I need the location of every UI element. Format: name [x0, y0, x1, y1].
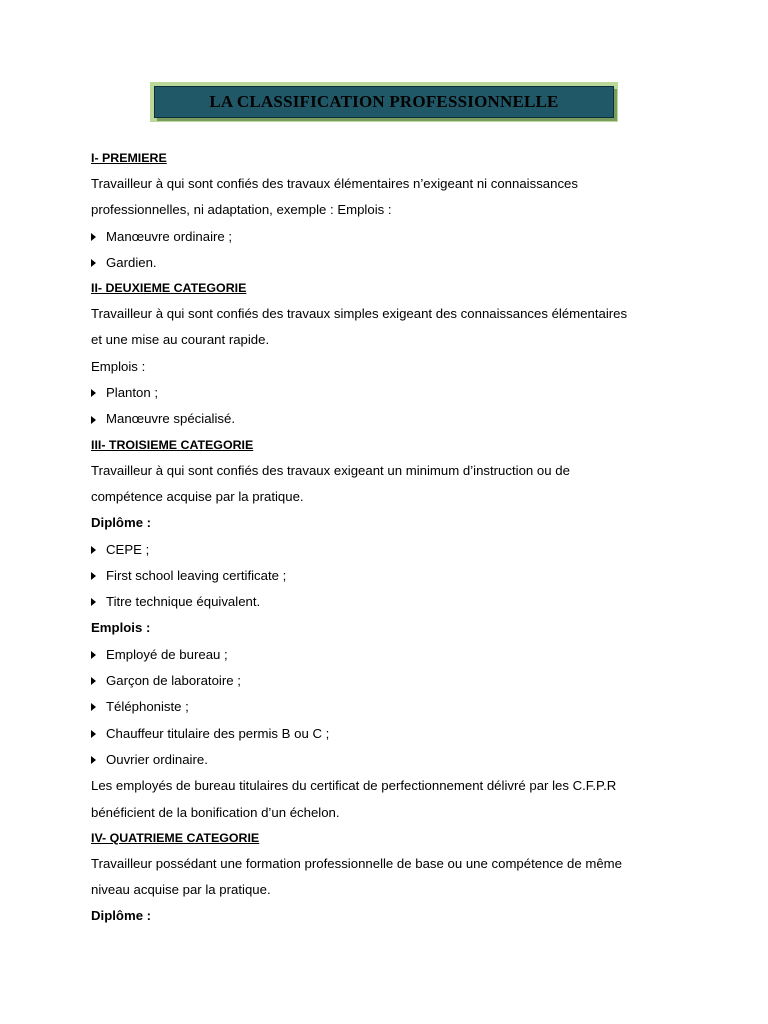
- paragraph-line: compétence acquise par la pratique.: [91, 488, 304, 504]
- list-item: [91, 224, 691, 250]
- list-item-text: Planton ;: [106, 385, 159, 401]
- document-body: [91, 146, 691, 930]
- bullet-arrow-icon: [91, 546, 96, 554]
- paragraph-line: niveau acquise par la pratique.: [91, 882, 271, 898]
- section-heading: III- TROISIEME CATEGORIE: [91, 437, 254, 452]
- list-item-text: Chauffeur titulaire des permis B ou C ;: [106, 725, 330, 741]
- list-item-text: Titre technique équivalent.: [106, 594, 261, 610]
- list-item: [91, 747, 691, 773]
- paragraph-line: Travailleur à qui sont confiés des travaux élémentaires n’exigeant ni connaissances: [91, 176, 578, 191]
- bullet-arrow-icon: [91, 572, 96, 580]
- bullet-arrow-icon: [91, 651, 96, 659]
- list-item-text: Téléphoniste ;: [106, 699, 189, 715]
- paragraph-line: bénéficient de la bonification d’un échelon.: [91, 804, 340, 820]
- bullet-arrow-icon: [91, 416, 96, 424]
- paragraph-line: Travailleur à qui sont confiés des travaux simples exigeant des connaissances élémentaires: [91, 306, 628, 322]
- title-box: [154, 86, 614, 118]
- paragraph-line: et une mise au courant rapide.: [91, 332, 270, 348]
- diplome-label: Diplôme :: [91, 515, 152, 531]
- list-item-text: Gardien.: [106, 254, 157, 270]
- list-item: [91, 537, 691, 563]
- bullet-arrow-icon: [91, 389, 96, 397]
- list-item-text: First school leaving certificate ;: [106, 567, 287, 583]
- section-heading: I- PREMIERE: [91, 151, 167, 165]
- bullet-arrow-icon: [91, 756, 96, 764]
- list-item-text: Employé de bureau ;: [106, 646, 228, 662]
- list-item: [91, 694, 691, 720]
- list-item: [91, 642, 691, 668]
- section-heading: IV- QUATRIEME CATEGORIE: [91, 830, 260, 845]
- bullet-arrow-icon: [91, 730, 96, 738]
- page-title: LA CLASSIFICATION PROFESSIONNELLE: [209, 92, 559, 111]
- paragraph-line: Les employés de bureau titulaires du certificat de perfectionnement délivré par les C.F.P.R: [91, 778, 617, 794]
- bullet-arrow-icon: [91, 703, 96, 711]
- section-heading: II- DEUXIEME CATEGORIE: [91, 281, 247, 296]
- list-item-text: CEPE ;: [106, 541, 150, 557]
- bullet-arrow-icon: [91, 677, 96, 685]
- list-item: [91, 668, 691, 694]
- list-item-text: Garçon de laboratoire ;: [106, 673, 241, 689]
- paragraph-line: Travailleur à qui sont confiés des travaux exigeant un minimum d’instruction ou de: [91, 462, 570, 478]
- paragraph-line: professionnelles, ni adaptation, exemple : Emplois :: [91, 202, 392, 218]
- paragraph-line: Travailleur possédant une formation professionnelle de base ou une compétence de même: [91, 855, 622, 871]
- list-item-text: Ouvrier ordinaire.: [106, 751, 208, 767]
- list-item: [91, 406, 691, 432]
- list-item: [91, 721, 691, 747]
- list-item: [91, 250, 691, 276]
- list-item-text: Manœuvre spécialisé.: [106, 411, 235, 427]
- title-frame: [150, 82, 618, 122]
- bullet-arrow-icon: [91, 598, 96, 606]
- list-item-text: Manœuvre ordinaire ;: [106, 228, 233, 244]
- bullet-arrow-icon: [91, 233, 96, 241]
- list-item: [91, 589, 691, 615]
- list-item: [91, 563, 691, 589]
- diplome-label: Diplôme :: [91, 908, 152, 924]
- list-item: [91, 380, 691, 406]
- emplois-label: Emplois :: [91, 620, 151, 636]
- emplois-label: Emplois :: [91, 358, 146, 374]
- bullet-arrow-icon: [91, 259, 96, 267]
